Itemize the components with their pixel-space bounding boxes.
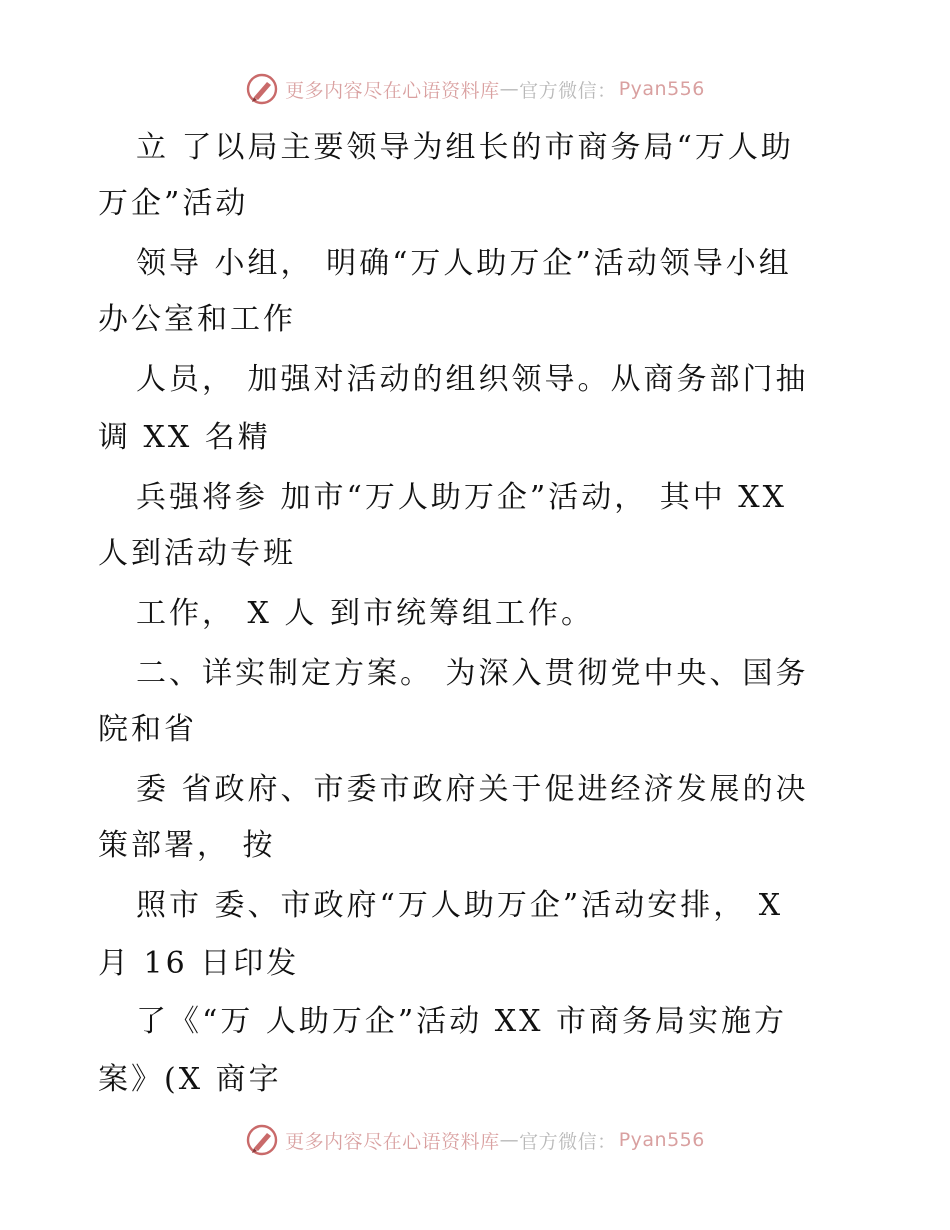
text-line: 院和省 [98, 712, 197, 747]
watermark-id: Pyan556 [618, 78, 705, 100]
text-line: 案》(X 商字 [98, 1062, 282, 1097]
text-line: 领导 小组， 明确“万人助万企”活动领导小组 [136, 246, 792, 281]
watermark-main-text: 更多内容尽在心语资料库 [285, 79, 500, 102]
pen-logo-icon [245, 72, 279, 106]
text-line: 办公室和工作 [98, 302, 296, 337]
watermark-id: Pyan556 [618, 1129, 705, 1151]
text-line: 人员， 加强对活动的组织领导。从商务部门抽 [136, 362, 809, 397]
text-line: 了《“万 人助万企”活动 XX 市商务局实施方 [136, 1004, 787, 1039]
text-line: 委 省政府、市委市政府关于促进经济发展的决 [136, 772, 809, 807]
watermark-dash: — [499, 78, 520, 100]
pen-logo-icon [245, 1123, 279, 1157]
watermark-dash: — [499, 1129, 520, 1151]
text-line: 二、详实制定方案。 为深入贯彻党中央、国务 [136, 656, 809, 691]
text-line: 照市 委、市政府“万人助万企”活动安排， X [136, 888, 784, 923]
text-line: 万企”活动 [98, 186, 249, 221]
text-line: 人到活动专班 [98, 536, 296, 571]
text-line: 立 了以局主要领导为组长的市商务局“万人助 [136, 130, 794, 165]
watermark-main-text: 更多内容尽在心语资料库 [285, 1130, 500, 1153]
text-line: 兵强将参 加市“万人助万企”活动， 其中 XX [136, 480, 787, 515]
watermark-footer [0, 1123, 950, 1157]
text-line: 调 XX 名精 [98, 420, 271, 455]
watermark-header [0, 72, 950, 106]
text-line: 策部署， 按 [98, 828, 276, 863]
text-line: 工作， X 人 到市统筹组工作。 [136, 596, 594, 631]
watermark-sub-text: 官方微信： [519, 79, 617, 102]
watermark-sub-text: 官方微信： [519, 1130, 617, 1153]
text-line: 月 16 日印发 [98, 946, 300, 981]
